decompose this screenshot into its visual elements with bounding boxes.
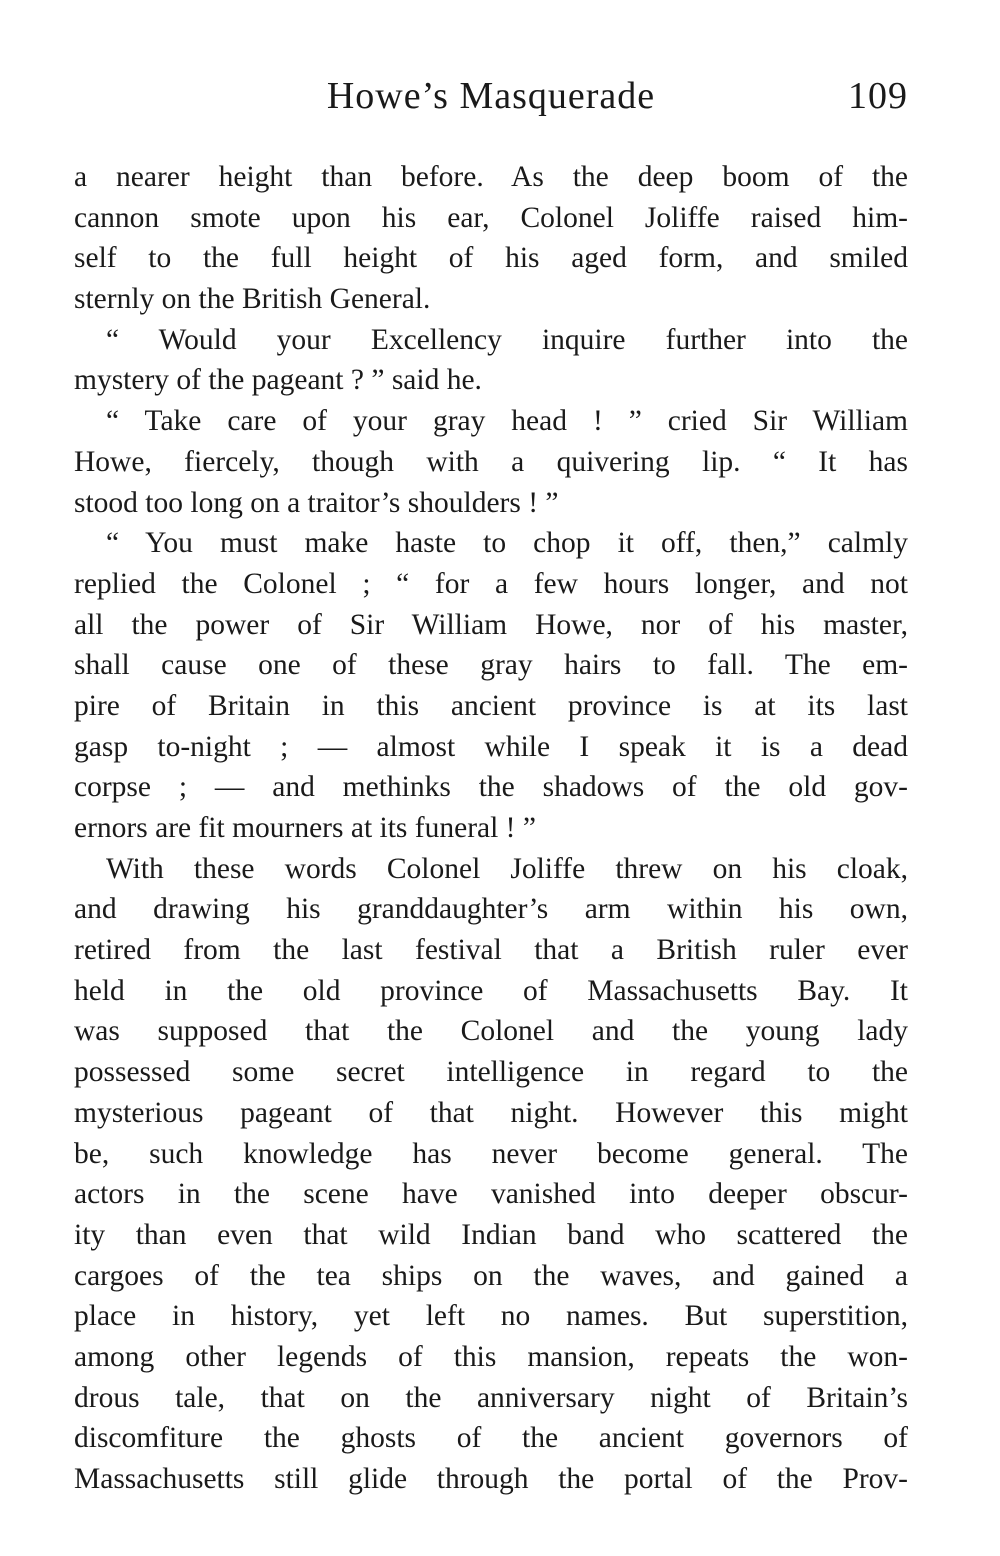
text-line: and drawing his granddaughter’s arm within his own,: [74, 893, 908, 926]
body-text: [74, 157, 908, 1500]
text-line: ity than even that wild Indian band who scattered the: [74, 1218, 908, 1251]
text-line: all the power of Sir William Howe, nor of his master,: [74, 608, 908, 641]
text-line: With these words Colonel Joliffe threw on his cloak,: [106, 852, 908, 885]
text-line: self to the full height of his aged form, and smiled: [74, 242, 908, 275]
text-line: actors in the scene have vanished into deeper obscur-: [74, 1178, 908, 1211]
text-line: discomfiture the ghosts of the ancient governors of: [74, 1422, 908, 1455]
text-line: “ Take care of your gray head ! ” cried Sir William: [106, 405, 908, 438]
text-line: replied the Colonel ; “ for a few hours longer, and not: [74, 567, 908, 600]
text-line: corpse ; — and methinks the shadows of the old gov-: [74, 771, 908, 804]
page-number: 109: [848, 75, 908, 117]
running-head: [74, 74, 908, 124]
text-line: “ Would your Excellency inquire further into the: [106, 323, 908, 356]
text-line: pire of Britain in this ancient province is at its last: [74, 689, 908, 722]
text-line: retired from the last festival that a British ruler ever: [74, 934, 908, 967]
text-line: “ You must make haste to chop it off, then,” calmly: [106, 527, 908, 560]
text-line: gasp to-night ; — almost while I speak it is a dead: [74, 730, 908, 763]
text-line: mystery of the pageant ? ” said he.: [74, 364, 482, 397]
text-line: possessed some secret intelligence in regard to the: [74, 1056, 908, 1089]
text-line: drous tale, that on the anniversary night of Britain’s: [74, 1381, 908, 1414]
text-line: stood too long on a traitor’s shoulders ! ”: [74, 486, 559, 519]
text-line: a nearer height than before. As the deep boom of the: [74, 161, 908, 193]
text-line: among other legends of this mansion, repeats the won-: [74, 1340, 908, 1373]
text-line: mysterious pageant of that night. However this might: [74, 1096, 908, 1129]
text-line: place in history, yet left no names. But superstition,: [74, 1300, 908, 1333]
text-line: cargoes of the tea ships on the waves, and gained a: [74, 1259, 908, 1292]
text-line: cannon smote upon his ear, Colonel Joliffe raised him-: [74, 201, 908, 234]
running-title: Howe’s Masquerade: [326, 75, 656, 117]
text-line: Massachusetts still glide through the portal of the Prov-: [74, 1463, 908, 1495]
text-line: be, such knowledge has never become general. The: [74, 1137, 908, 1170]
text-line: ernors are fit mourners at its funeral ! ”: [74, 812, 536, 844]
text-line: sternly on the British General.: [74, 283, 431, 316]
text-line: shall cause one of these gray hairs to fall. The em-: [74, 649, 908, 682]
text-line: held in the old province of Massachusetts Bay. It: [74, 974, 908, 1007]
text-line: was supposed that the Colonel and the young lady: [74, 1015, 908, 1048]
text-line: Howe, fiercely, though with a quivering lip. “ It has: [74, 445, 908, 478]
